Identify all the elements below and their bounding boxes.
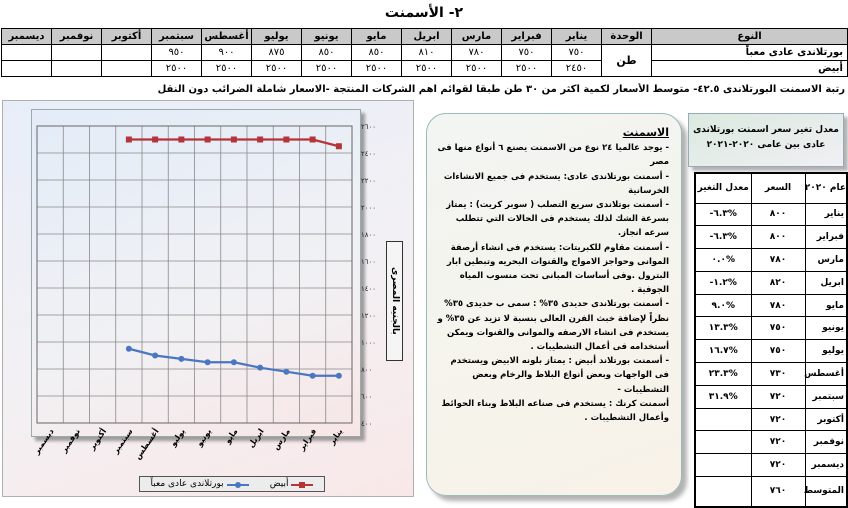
y-tick-label: ٢٢٠٠ [361, 177, 377, 185]
value-cell [52, 61, 102, 77]
price-cell: ٨٠٠ [751, 203, 805, 226]
header-cell: يوليو [252, 29, 302, 45]
header-cell: السعر [751, 173, 805, 203]
rate-table-header [695, 173, 847, 203]
value-cell: ٩٠٠ [202, 45, 252, 61]
value-cell: ٨١٠ [402, 45, 452, 61]
rate-cell: %٣١.٩ [695, 385, 751, 408]
x-tick-label: يوليو [168, 426, 188, 448]
price-cell: ٧٢٠ [751, 454, 805, 477]
x-tick-label: يناير [327, 426, 345, 447]
data-point [283, 137, 289, 143]
rate-cell: %٠.٠ [695, 249, 751, 272]
price-chart [2, 100, 414, 497]
header-cell: ديسمبر [2, 29, 52, 45]
price-cell: ٧٥٠ [751, 340, 805, 363]
month-cell: سبتمبر [805, 385, 847, 408]
page-title: ٢- الأسمنت [384, 5, 464, 21]
value-cell: ٨٥٠ [352, 45, 402, 61]
month-cell: يوليو [805, 340, 847, 363]
table-row [695, 294, 847, 317]
value-cell [2, 45, 52, 61]
header-cell: ابريل [402, 29, 452, 45]
header-cell: مارس [452, 29, 502, 45]
legend-label: بورتلاندى عادى معباً [150, 479, 224, 489]
rate-cell [695, 431, 751, 454]
table-row [2, 45, 848, 61]
legend-item-white [270, 479, 314, 489]
info-paragraph: - أسمنت بورتلاند أبيض : يمتاز بلونه الابيض ويستخدم فى الواجهات وبعض أنواع البلاط والرخام وبعض التشطيبات - [450, 356, 669, 395]
y-axis-label: بالجنيه المصرى [386, 241, 403, 361]
table-row [695, 454, 847, 477]
data-point [310, 137, 316, 143]
y-tick-label: ١٠٠٠ [361, 339, 377, 347]
value-cell [52, 45, 102, 61]
y-tick-label: ٤٠٠ [361, 420, 373, 428]
header-cell: فبراير [502, 29, 552, 45]
price-cell: ٧٢٠ [751, 431, 805, 454]
price-cell: ٨٢٠ [751, 271, 805, 294]
table-row [695, 363, 847, 386]
data-point [231, 137, 237, 143]
month-cell: نوفمبر [805, 431, 847, 454]
info-paragraph: أسمنت كرنك : يستخدم فى صناعه البلاط وبناء الحوائط وأعمال التشطيبات . [441, 398, 669, 424]
table-row [695, 226, 847, 249]
x-tick-label: مارس [271, 426, 293, 452]
price-cell: ٧٢٠ [751, 408, 805, 431]
y-tick-label: ١٤٠٠ [361, 285, 377, 293]
month-cell: أغسطس [805, 363, 847, 386]
price-cell: ٧٢٠ [751, 385, 805, 408]
rate-table [694, 172, 848, 508]
header-cell: نوفمبر [52, 29, 102, 45]
y-tick-label: ٦٠٠ [361, 393, 373, 401]
value-cell: ٨٥٠ [302, 45, 352, 61]
price-table [1, 28, 848, 77]
unit-cell: طن [602, 45, 652, 77]
x-tick-label: نوفمبر [59, 426, 83, 455]
data-point [152, 137, 158, 143]
table-row [695, 340, 847, 363]
rate-cell: %٩.٠ [695, 294, 751, 317]
x-tick-label: يونيو [194, 426, 214, 448]
month-cell: يونيو [805, 317, 847, 340]
header-cell: معدل التغير [695, 173, 751, 203]
x-tick-label: أغسطس [133, 426, 161, 462]
month-cell: مارس [805, 249, 847, 272]
data-point [257, 137, 263, 143]
price-cell: ٧٣٠ [751, 363, 805, 386]
data-point [310, 373, 316, 379]
x-tick-label: سبتمبر [111, 426, 135, 456]
rate-cell: %١٦.٧ [695, 340, 751, 363]
y-tick-label: ٢٤٠٠ [361, 150, 377, 158]
info-paragraph: - أسمنت بوتلاندى سريع التصلب ( سوبر كريت) : يمتاز بسرعة الشك لذلك يستخدم فى الحالات التي تتطلب سرعه انجاز. [446, 200, 669, 239]
info-paragraph: - أسمنت مقاوم للكبريتات: يستخدم فى انشاء أرصفة الموانى وحواجز الامواج والقنوات البحريه وتبطين ابار البترول .وفى أساسات المبانى تحت منسوب المياه الجوفية . [446, 242, 669, 296]
info-paragraph: - أسمنت بورتلاندى عادى: يستخدم فى جميع الانشاءات الخرسانية [443, 171, 669, 196]
x-tick-label: أكتوبر [87, 426, 109, 452]
x-tick-label: ديسمبر [31, 426, 56, 456]
row-type-label: أبيض [652, 61, 848, 77]
data-point [205, 359, 211, 365]
data-point [205, 137, 211, 143]
table-row [2, 61, 848, 77]
average-value: ٧٦٠ [751, 477, 805, 507]
info-title: الاسمنت [622, 126, 669, 139]
x-tick-label: ابريل [246, 426, 266, 450]
price-table-header [2, 29, 848, 45]
value-cell: ٢٤٥٠ [552, 61, 602, 77]
red-square-marker-icon [291, 480, 313, 489]
value-cell [102, 61, 152, 77]
header-cell: النوع [652, 29, 848, 45]
average-row [695, 477, 847, 507]
header-cell: أغسطس [202, 29, 252, 45]
blue-circle-marker-icon [227, 480, 249, 489]
rate-cell: %١.٢- [695, 271, 751, 294]
table-row [695, 385, 847, 408]
value-cell [102, 45, 152, 61]
value-cell: ٢٥٠٠ [452, 61, 502, 77]
rate-cell [695, 408, 751, 431]
month-cell: أكتوبر [805, 408, 847, 431]
header-cell: الوحدة [602, 29, 652, 45]
average-rate [695, 477, 751, 507]
value-cell: ٢٥٠٠ [302, 61, 352, 77]
value-cell: ٢٥٠٠ [152, 61, 202, 77]
legend-label: أبيض [269, 479, 289, 489]
header-cell: سبتمبر [152, 29, 202, 45]
month-cell: مايو [805, 294, 847, 317]
chart-svg [3, 101, 415, 498]
rate-title-box: معدل تغير سعر اسمنت بورتلاندى عادى بين عامى ٢٠٢٠-٢٠٢١ [688, 113, 844, 167]
table-row [695, 203, 847, 226]
table-row [695, 408, 847, 431]
data-point [152, 353, 158, 359]
value-cell: ٢٥٠٠ [402, 61, 452, 77]
header-cell: يناير [552, 29, 602, 45]
price-cell: ٧٨٠ [751, 249, 805, 272]
data-point [336, 373, 342, 379]
y-tick-label: ١٦٠٠ [361, 258, 377, 266]
info-paragraph: - أسمنت بورتلاندى حديدى ٣٥% : سمى ب حديدى ٣٥% نظراً لإضافة خبث الفرن العالى بنسبة لا تزيد عن ٣٥% و يستخدم فى انشاء الارصفه والموانى والقنوات ويمكن أستخدامه فى أعمال التشطيبات . [437, 299, 669, 353]
table-row [695, 431, 847, 454]
price-cell: ٧٥٠ [751, 317, 805, 340]
header-cell: يونيو [302, 29, 352, 45]
value-cell: ٢٥٠٠ [352, 61, 402, 77]
rate-cell: %٦.٣- [695, 226, 751, 249]
info-paragraph: - يوجد عالميا ٢٤ نوع من الاسمنت يصنع ٦ أنواع منها فى مصر [437, 143, 669, 168]
x-tick-label: مايو [222, 426, 240, 446]
table-row [695, 271, 847, 294]
price-cell: ٨٠٠ [751, 226, 805, 249]
row-type-label: بورتلاندى عادى معباً [652, 45, 848, 61]
y-tick-label: ١٢٠٠ [361, 312, 377, 320]
data-point [336, 143, 342, 149]
y-tick-label: ٢٦٠٠ [361, 123, 377, 131]
header-cell: أكتوبر [102, 29, 152, 45]
y-tick-label: ٢٠٠٠ [361, 204, 377, 212]
data-point [231, 359, 237, 365]
rate-cell [695, 454, 751, 477]
value-cell [2, 61, 52, 77]
value-cell: ٢٥٠٠ [252, 61, 302, 77]
table-row [695, 317, 847, 340]
footnote: رتبة الاسمنت البورتلاندى ٤٢.٥- متوسط الأسعار لكمية اكثر من ٣٠ طن طبقا لقوائم اهم الشركات المنتجة -الاسعار شاملة الضرائب دون النقل [157, 84, 845, 95]
value-cell: ٩٥٠ [152, 45, 202, 61]
table-row [695, 249, 847, 272]
month-cell: ديسمبر [805, 454, 847, 477]
value-cell: ٧٨٠ [452, 45, 502, 61]
price-cell: ٧٨٠ [751, 294, 805, 317]
month-cell: فبراير [805, 226, 847, 249]
data-point [178, 356, 184, 362]
y-tick-label: ٨٠٠ [361, 366, 373, 374]
value-cell: ٢٥٠٠ [502, 61, 552, 77]
cement-info-panel [426, 113, 682, 496]
average-label: المتوسط [805, 477, 847, 507]
header-cell: مايو [352, 29, 402, 45]
legend-item-portland [151, 479, 249, 489]
rate-cell: %١٣.٣ [695, 317, 751, 340]
month-cell: ابريل [805, 271, 847, 294]
data-point [126, 137, 132, 143]
value-cell: ٢٥٠٠ [202, 61, 252, 77]
value-cell: ٧٥٠ [502, 45, 552, 61]
value-cell: ٧٥٠ [552, 45, 602, 61]
month-cell: يناير [805, 203, 847, 226]
rate-cell: %٦.٣- [695, 203, 751, 226]
rate-cell: %٢٣.٣ [695, 363, 751, 386]
data-point [283, 369, 289, 375]
x-tick-label: فبراير [297, 426, 319, 452]
data-point [126, 346, 132, 352]
data-point [257, 365, 263, 371]
y-tick-label: ١٨٠٠ [361, 231, 377, 239]
chart-legend [139, 476, 325, 492]
header-cell: عام ٢٠٢٠ [805, 173, 847, 203]
value-cell: ٨٧٥ [252, 45, 302, 61]
data-point [178, 137, 184, 143]
